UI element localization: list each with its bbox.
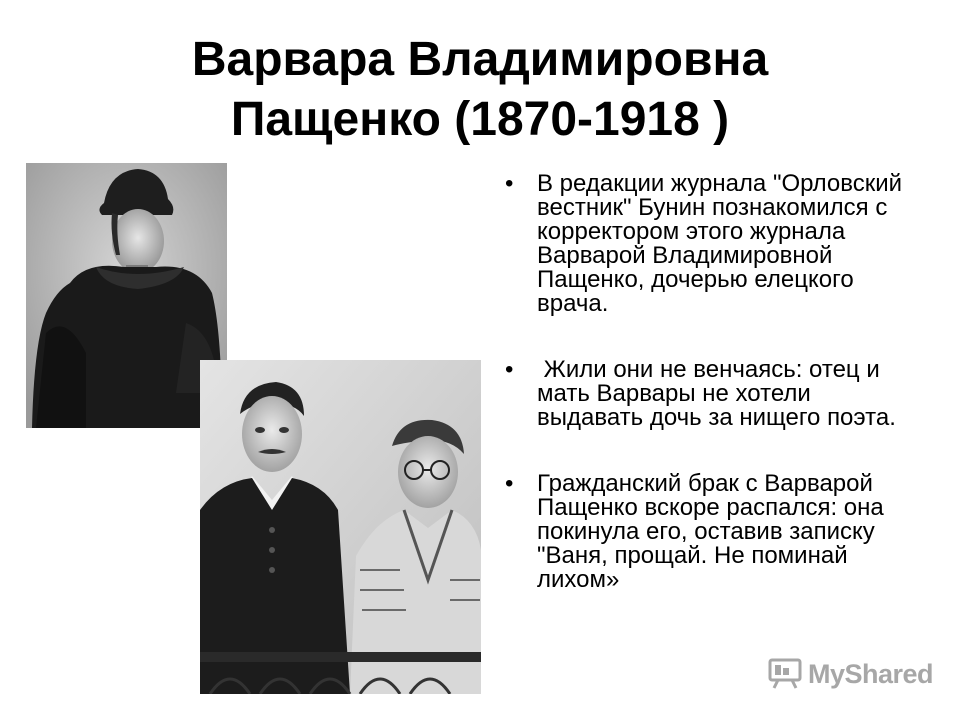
title-line-2: Пащенко (1870-1918 ) [230, 93, 730, 146]
bullet-text: Жили они не венчаясь: отец и мать Варвары не хотели выдавать дочь за нищего поэта. [537, 356, 896, 431]
bullet-marker: • [505, 470, 514, 497]
bullet-item [505, 472, 915, 592]
bullet-item [505, 358, 915, 430]
portrait-photo-image [26, 163, 227, 428]
bullet-marker: • [505, 170, 514, 197]
couple-photo-image [200, 360, 481, 694]
watermark-text: MyShared [808, 658, 934, 689]
portrait-photo-woman [26, 163, 227, 428]
couple-photo [200, 360, 481, 694]
bullet-item [505, 172, 915, 316]
slide-title [60, 30, 900, 150]
bullet-marker: • [505, 356, 514, 383]
myshared-watermark [768, 658, 933, 690]
title-line-1: Варвара Владимировна [191, 33, 769, 86]
bullet-list [505, 172, 915, 634]
presentation-board-icon [768, 658, 802, 690]
bullet-text: Гражданский брак с Варварой Пащенко вскоре распался: она покинула его, оставив записку "Ваня, прощай. Не поминай лихом» [537, 470, 884, 593]
bullet-text: В редакции журнала "Орловский вестник" Бунин познакомился с корректором этого журнала Варварой Владимировной Пащенко, дочерью елецкого врача. [537, 170, 903, 317]
